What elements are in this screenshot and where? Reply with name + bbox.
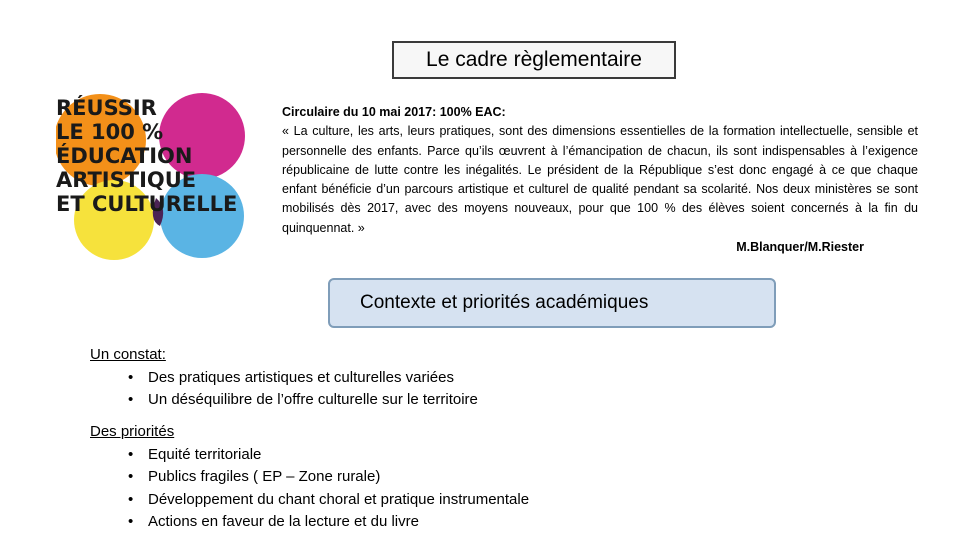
constat-heading: Un constat: — [90, 346, 166, 363]
priorites-heading: Des priorités — [90, 423, 175, 440]
constat-section — [90, 344, 478, 412]
reussir-100-eac-logo — [56, 80, 256, 260]
list-item: • Un déséquilibre de l’offre culturelle sur le territoire — [128, 389, 478, 412]
priorites-section — [90, 421, 529, 534]
constat-list — [90, 367, 478, 412]
circular-signature: M.Blanquer/M.Riester — [736, 240, 864, 255]
logo-text — [56, 96, 237, 216]
list-item: • Publics fragiles ( EP – Zone rurale) — [128, 466, 529, 489]
context-priorities-box: Contexte et priorités académiques — [328, 278, 776, 328]
circular-quote: « La culture, les arts, leurs pratiques, sont des dimensions essentielles de la formation intellectuelle, sensible et personnelle des enfants. Parce qu’ils œuvrent à l’émancipation de chacun, ils sont indispensables à l’exigence républicaine de lutte contre les inégalités. Le président de la République s’est donc engagé à ce que chaque enfant bénéficie d’un parcours artistique et culturel de qualité pendant sa scolarité. Nos deux ministères se sont mobilisés dès 2017, avec des moyens nouveaux, pour que 100 % des élèves soient concernés à la fin du quinquennat. » — [282, 124, 918, 235]
logo-line: RÉUSSIR — [56, 96, 157, 120]
slide-title: Le cadre règlementaire — [392, 41, 676, 79]
logo-line: LE 100 % — [56, 120, 164, 144]
priorites-list — [90, 444, 529, 534]
list-item: • Des pratiques artistiques et culturelles variées — [128, 367, 478, 390]
list-item: • Développement du chant choral et pratique instrumentale — [128, 489, 529, 512]
list-item: • Actions en faveur de la lecture et du livre — [128, 511, 529, 534]
circular-excerpt — [282, 103, 918, 257]
list-item: • Equité territoriale — [128, 444, 529, 467]
circular-heading: Circulaire du 10 mai 2017: 100% EAC: — [282, 105, 506, 119]
logo-line: ARTISTIQUE — [56, 168, 197, 192]
logo-line: ÉDUCATION — [56, 144, 193, 168]
logo-line: ET CULTURELLE — [56, 192, 238, 216]
